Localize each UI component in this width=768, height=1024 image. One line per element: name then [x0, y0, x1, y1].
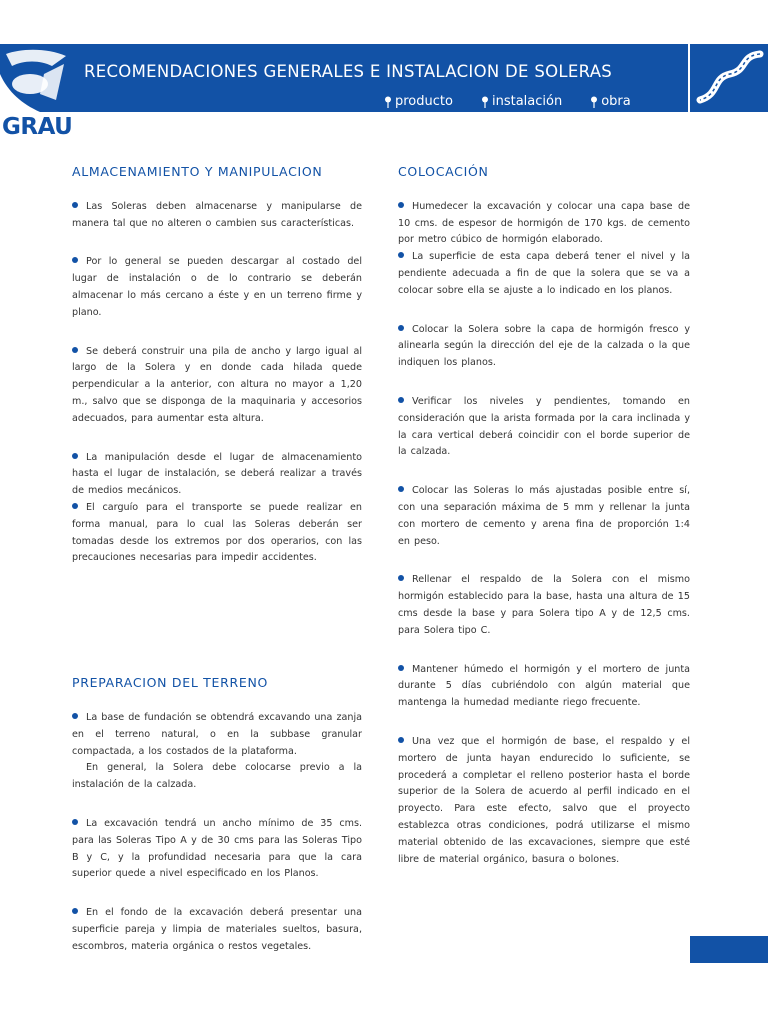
pin-icon — [481, 96, 489, 108]
tab-obra[interactable] — [590, 94, 631, 109]
section-gap — [72, 589, 362, 675]
paragraph: Una vez que el hormigón de base, el respaldo y el mortero de junta hayan endurecido lo suficiente, se procederá a completar el relleno posterior hasta el borde superior de la Solera de acuerdo al perfil indicado en el proyecto. Para este efecto, salvo que el proyecto establezca otras condiciones, podrá utilizarse el mismo material obtenido de las excavaciones, siempre que esté libre de material orgánico, basura o bolones. — [398, 735, 690, 865]
bullet-icon — [72, 908, 78, 914]
paragraph: Se deberá construir una pila de ancho y largo igual al largo de la Solera y en donde cada hilada quede perpendicular a la anterior, con altura no mayor a 1,20 m., salvo que se disponga de la maquinaria y accesorios adecuados, para aumentar esta altura. — [72, 345, 362, 424]
page-title: RECOMENDACIONES GENERALES E INSTALACION DE SOLERAS — [84, 62, 613, 81]
paragraph: En general, la Solera debe colocarse previo a la instalación de la calzada. — [72, 762, 362, 791]
paragraph: En el fondo de la excavación deberá presentar una superficie pareja y limpia de materiales sueltos, basura, escombros, materia orgánica o restos vegetales. — [72, 907, 362, 952]
right-column — [398, 164, 690, 890]
tab-label: producto — [395, 94, 453, 109]
paragraph: Por lo general se pueden descargar al costado del lugar de instalación o de lo contrario se deberán almacenar lo más cercano a éste y en un terreno firme y plano. — [72, 256, 362, 318]
left-column — [72, 164, 362, 978]
bullet-icon — [398, 397, 404, 403]
paragraph: Colocar las Soleras lo más ajustadas posible entre sí, con una separación máxima de 5 mm y rellenar la junta con mortero de cemento y arena fina de proporción 1:4 en peso. — [398, 485, 690, 547]
bullet-icon — [72, 257, 78, 263]
header-tabs — [384, 94, 631, 109]
bullet-icon — [398, 325, 404, 331]
bullet-icon — [398, 665, 404, 671]
paragraph: Humedecer la excavación y colocar una capa base de 10 cms. de espesor de hormigón de 170 kgs. de cemento por metro cúbico de hormigón elaborado. — [398, 200, 690, 246]
road-curve-icon — [690, 44, 768, 112]
tab-label: obra — [601, 94, 631, 109]
tab-instalacion[interactable] — [481, 94, 562, 109]
section-title-colocacion: COLOCACIÓN — [398, 164, 489, 179]
bullet-icon — [398, 202, 404, 208]
bullet-icon — [72, 503, 78, 509]
paragraph: Rellenar el respaldo de la Solera con el mismo hormigón establecido para la base, hasta una altura de 15 cms desde la base y para Solera tipo A y de 12,5 cms. para Solera tipo C. — [398, 574, 690, 636]
bullet-icon — [398, 486, 404, 492]
paragraph: La superficie de esta capa deberá tener el nivel y la pendiente adecuada a fin de que la solera que se va a colocar sobre ella se ajuste a lo indicado en los planos. — [398, 251, 690, 296]
paragraph: Colocar la Solera sobre la capa de hormigón fresco y alinearla según la dirección del eje de la calzada o la que indiquen los planos. — [398, 323, 690, 369]
paragraph: El carguío para el transporte se puede realizar en forma manual, para lo cual las Soleras deberán ser tomadas desde los extremos por dos operarios, con las precauciones necesarias para impedir accidentes. — [72, 501, 362, 564]
bullet-icon — [72, 347, 78, 353]
corner-decoration — [690, 936, 768, 963]
bullet-icon — [72, 819, 78, 825]
tab-label: instalación — [491, 94, 563, 109]
paragraph: La excavación tendrá un ancho mínimo de 35 cms. para las Soleras Tipo A y de 30 cms para las Soleras Tipo B y C, y la profundidad necesaria para que la cara superior quede a nivel especificado en los Planos. — [72, 817, 362, 880]
header-banner — [72, 44, 688, 112]
bullet-icon — [72, 713, 78, 719]
bullet-icon — [398, 737, 404, 743]
paragraph: Verificar los niveles y pendientes, tomando en consideración que la arista formada por la cara inclinada y la cara vertical deberá coincidir con el borde superior de la calzada. — [398, 395, 690, 458]
bullet-icon — [398, 575, 404, 581]
bullet-icon — [72, 202, 78, 208]
logo-text: GRAU — [2, 114, 73, 140]
bullet-icon — [72, 453, 78, 459]
logo-emblem-icon — [0, 44, 72, 112]
paragraph: Las Soleras deben almacenarse y manipularse de manera tal que no alteren o cambien sus características. — [72, 200, 362, 229]
section-title-preparacion: PREPARACION DEL TERRENO — [72, 675, 269, 691]
paragraph: La manipulación desde el lugar de almacenamiento hasta el lugar de instalación, se deberá realizar a través de medios mecánicos. — [72, 451, 362, 497]
section-title-almacenamiento: ALMACENAMIENTO Y MANIPULACION — [72, 164, 323, 179]
tab-producto[interactable] — [384, 94, 453, 109]
pin-icon — [590, 96, 598, 108]
logo-mark — [0, 44, 72, 112]
pin-icon — [384, 96, 392, 108]
paragraph: Mantener húmedo el hormigón y el mortero de junta durante 5 días cubriéndolo con algún material que mantenga la humedad mediante riego frecuente. — [398, 663, 690, 709]
bullet-icon — [398, 252, 404, 258]
header-road-box — [690, 44, 768, 112]
paragraph: La base de fundación se obtendrá excavando una zanja en el terreno natural, o en la subbase granular compactada, a los costados de la plataforma. — [72, 711, 362, 757]
